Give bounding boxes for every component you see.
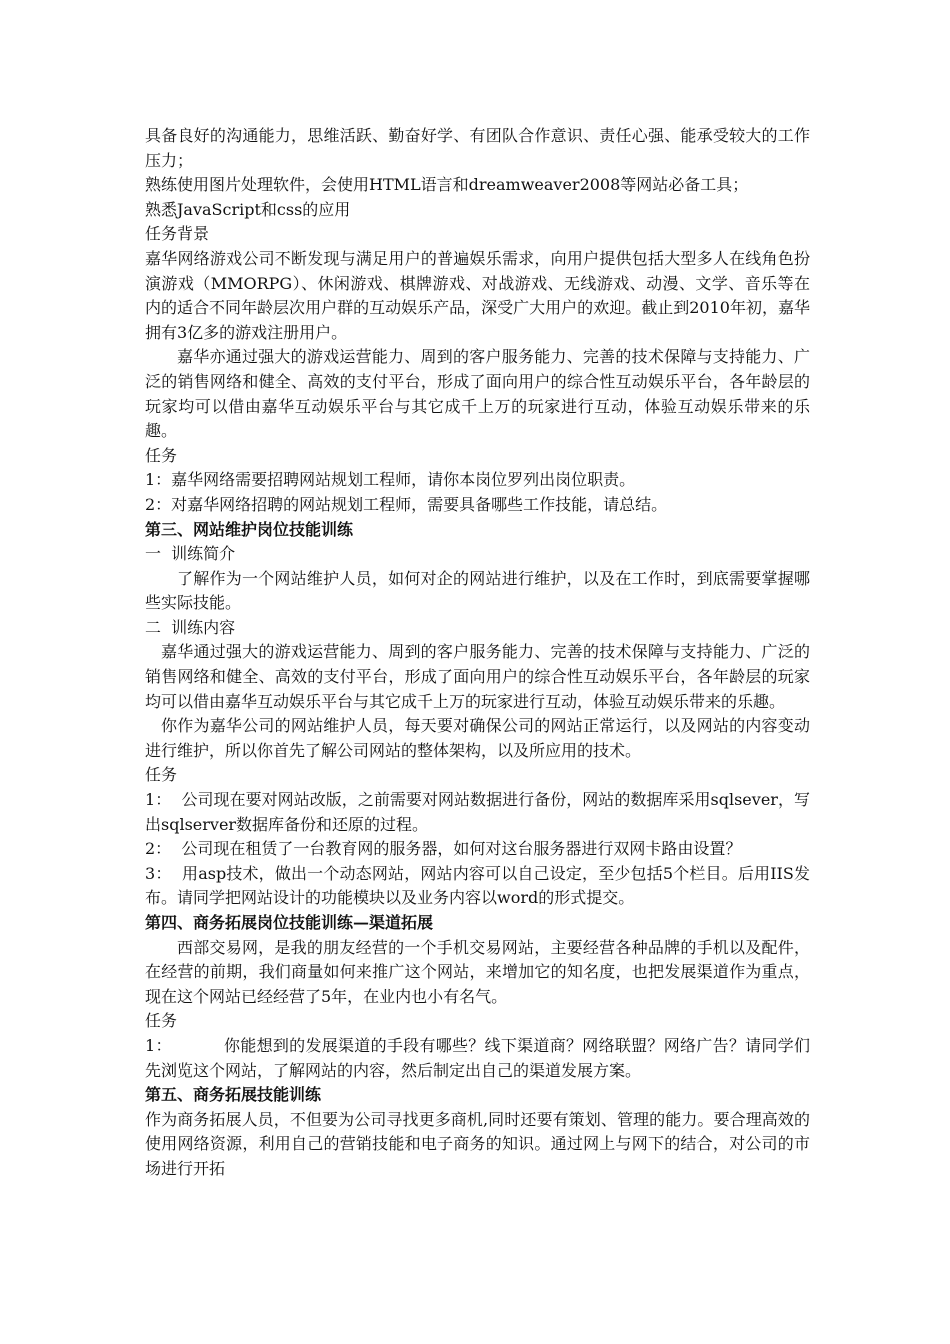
task-number: 1： xyxy=(145,1035,172,1055)
paragraph-training-intro: 了解作为一个网站维护人员，如何对企的网站进行维护，以及在工作时，到底需要掌握哪些实际技能。 xyxy=(145,568,810,613)
task-item-backup: 1： 公司现在要对网站改版，之前需要对网站数据进行备份，网站的数据库采用sqlsever，写出sqlserver数据库备份和还原的过程。 xyxy=(145,790,810,834)
task-item-server: 2： 公司现在租赁了一台教育网的服务器，如何对这台服务器进行双网卡路由设置？ xyxy=(145,839,742,859)
heading-website-maintenance: 第三、网站维护岗位技能训练 xyxy=(145,519,354,539)
section-label-task-3: 任务 xyxy=(145,1011,178,1031)
subheading-training-intro: 一 训练简介 xyxy=(145,544,236,564)
heading-business-expansion: 第五、商务拓展技能训练 xyxy=(145,1085,322,1105)
paragraph-requirements-tools: 熟练使用图片处理软件，会使用HTML语言和dreamweaver2008等网站必备工具； xyxy=(145,175,749,195)
task-text: 你能想到的发展渠道的手段有哪些？线下渠道商？网络联盟？网络广告？请同学们先浏览这个网站，了解网站的内容，然后制定出自己的渠道发展方案。 xyxy=(145,1035,810,1080)
paragraph-maintenance-role: 你作为嘉华公司的网站维护人员，每天要对确保公司的网站正常运行，以及网站的内容变动进行维护，所以你首先了解公司网站的整体架构，以及所应用的技术。 xyxy=(145,716,810,760)
paragraph-business-expansion: 作为商务拓展人员，不但要为公司寻找更多商机,同时还要有策划、管理的能力。要合理高效的使用网络资源，利用自己的营销技能和电子商务的知识。通过网上与网下的结合，对公司的市场进行开拓 xyxy=(145,1109,810,1178)
task-item-2: 2：对嘉华网络招聘的网站规划工程师，需要具备哪些工作技能，请总结。 xyxy=(145,494,668,514)
heading-business-channel: 第四、商务拓展岗位技能训练—渠道拓展 xyxy=(145,913,434,932)
paragraph-company-platform: 嘉华亦通过强大的游戏运营能力、周到的客户服务能力、完善的技术保障与支持能力、广泛的销售网络和健全、高效的支付平台，形成了面向用户的综合性互动娱乐平台，各年龄层的玩家均可以借由嘉华互动娱乐平台与其它成千上万的玩家进行互动，体验互动娱乐带来的乐趣。 xyxy=(145,347,810,441)
subheading-training-content: 二 训练内容 xyxy=(145,617,236,637)
section-label-task: 任务 xyxy=(145,445,178,465)
paragraph-training-content: 嘉华通过强大的游戏运营能力、周到的客户服务能力、完善的技术保障与支持能力、广泛的销售网络和健全、高效的支付平台，形成了面向用户的综合性互动娱乐平台，各年龄层的玩家均可以借由嘉华互动娱乐平台与其它成千上万的玩家进行互动，体验互动娱乐带来的乐趣。 xyxy=(145,642,810,711)
paragraph-west-trade: 西部交易网，是我的朋友经营的一个手机交易网站，主要经营各种品牌的手机以及配件，在经营的前期，我们商量如何来推广这个网站，来增加它的知名度，也把发展渠道作为重点，现在这个网站已经经营了5年，在业内也小有名气。 xyxy=(145,937,810,1006)
section-label-task-2: 任务 xyxy=(145,765,178,785)
task-item-1: 1：嘉华网络需要招聘网站规划工程师，请你本岗位罗列出岗位职责。 xyxy=(145,470,636,490)
task-item-channel xyxy=(145,1034,810,1083)
paragraph-requirements-communication: 具备良好的沟通能力，思维活跃、勤奋好学、有团队合作意识、责任心强、能承受较大的工作压力； xyxy=(145,126,810,170)
paragraph-company-intro: 嘉华网络游戏公司不断发现与满足用户的普遍娱乐需求，向用户提供包括大型多人在线角色扮演游戏（MMORPG）、休闲游戏、棋牌游戏、对战游戏、无线游戏、动漫、文学、音乐等在内的适合不同年龄层次用户群的互动娱乐产品，深受广大用户的欢迎。截止到2010年初，嘉华拥有3亿多的游戏注册用户。 xyxy=(145,248,810,342)
task-item-asp: 3： 用asp技术，做出一个动态网站，网站内容可以自己设定，至少包括5个栏目。后用IIS发布。请同学把网站设计的功能模块以及业务内容以word的形式提交。 xyxy=(145,863,810,908)
paragraph-requirements-js: 熟悉JavaScript和css的应用 xyxy=(145,199,351,219)
section-label-task-background: 任务背景 xyxy=(145,224,210,244)
